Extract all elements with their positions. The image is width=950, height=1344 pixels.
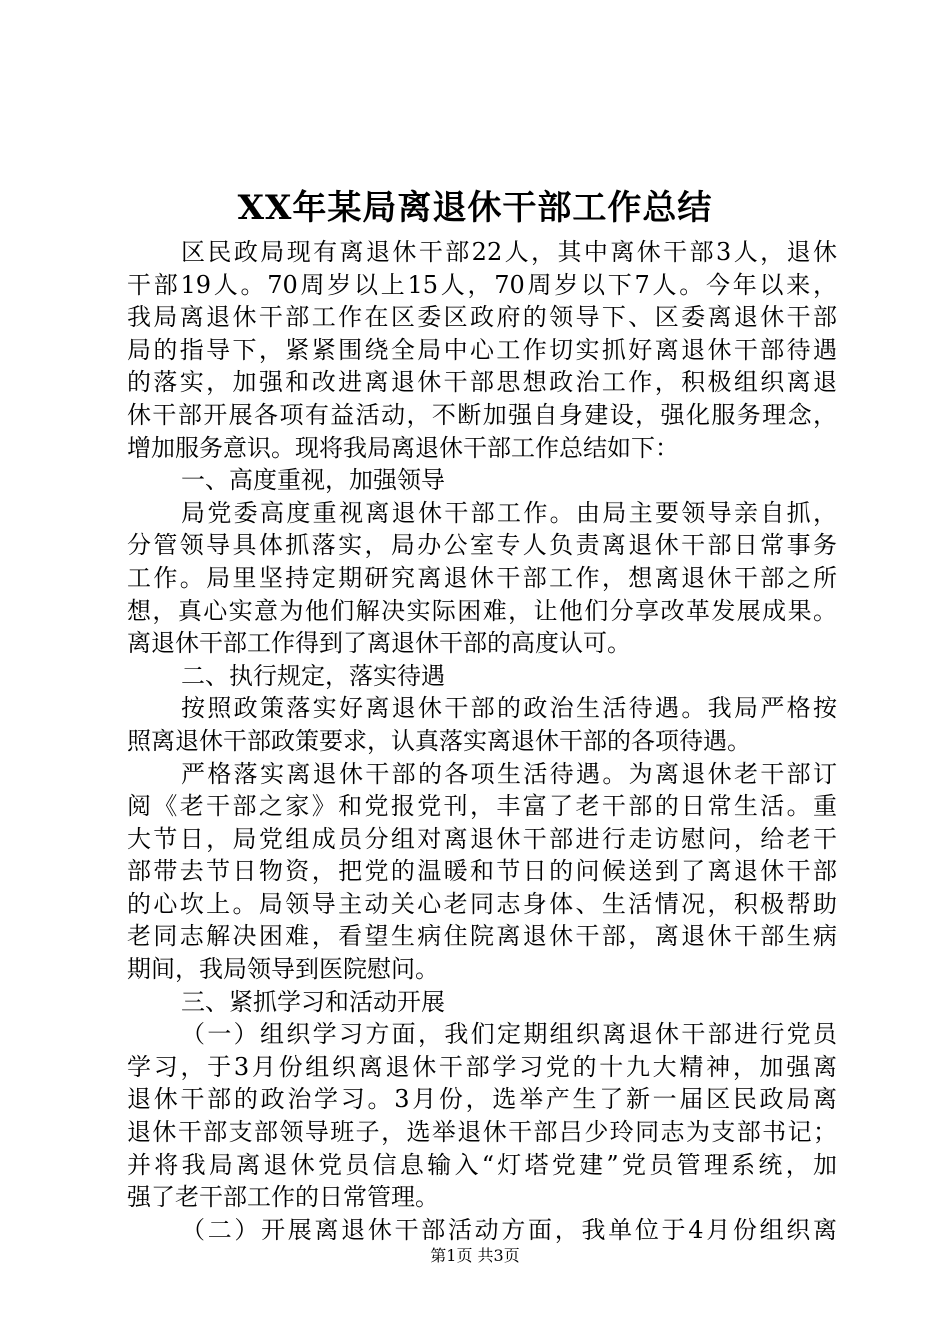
paragraph-line: 强了老干部工作的日常管理。: [127, 1183, 439, 1212]
paragraph-line: 增加服务意识。现将我局离退休干部工作总结如下：: [127, 433, 679, 462]
paragraph-line: 分管领导具体抓落实，局办公室专人负责离退休干部日常事务: [127, 531, 837, 560]
paragraph-line: 局的指导下，紧紧围绕全局中心工作切实抓好离退休干部待遇: [127, 335, 837, 364]
paragraph-line: 我局离退休干部工作在区委区政府的领导下、区委离退休干部: [127, 303, 837, 332]
page-number-footer: 第1页 共3页: [430, 1246, 520, 1265]
section-heading: 一、高度重视，加强领导: [181, 466, 445, 495]
paragraph-line: 想，真心实意为他们解决实际困难，让他们分享改革发展成果。: [127, 596, 837, 625]
paragraph-line: 局党委高度重视离退休干部工作。由局主要领导亲自抓，: [181, 498, 837, 527]
paragraph-line: 大节日，局党组成员分组对离退休干部进行走访慰问，给老干: [127, 824, 837, 853]
paragraph-line: 的心坎上。局领导主动关心老同志身体、生活情况，积极帮助: [127, 889, 837, 918]
paragraph-line: 的落实，加强和改进离退休干部思想政治工作，积极组织离退: [127, 368, 837, 397]
paragraph-line: 照离退休干部政策要求，认真落实离退休干部的各项待遇。: [127, 726, 751, 755]
paragraph-line: 退休干部的政治学习。3月份，选举产生了新一届区民政局离: [127, 1085, 837, 1114]
section-heading: 三、紧抓学习和活动开展: [181, 987, 445, 1016]
section-heading: 二、执行规定，落实待遇: [181, 661, 445, 690]
paragraph-line: 部带去节日物资，把党的温暖和节日的问候送到了离退休干部: [127, 857, 837, 886]
paragraph-line: 工作。局里坚持定期研究离退休干部工作，想离退休干部之所: [127, 563, 837, 592]
paragraph-line: 干部19人。70周岁以上15人，70周岁以下7人。今年以来，: [127, 270, 837, 299]
paragraph-line: 按照政策落实好离退休干部的政治生活待遇。我局严格按: [181, 694, 837, 723]
document-title: XX年某局离退休干部工作总结: [237, 188, 713, 228]
paragraph-line: 期间，我局领导到医院慰问。: [127, 955, 439, 984]
paragraph-line: 离退休干部工作得到了离退休干部的高度认可。: [127, 629, 631, 658]
paragraph-line: 学习，于3月份组织离退休干部学习党的十九大精神，加强离: [127, 1052, 837, 1081]
paragraph-line: 严格落实离退休干部的各项生活待遇。为离退休老干部订: [181, 759, 837, 788]
paragraph-line: 退休干部支部领导班子，选举退休干部吕少玲同志为支部书记；: [127, 1118, 837, 1147]
paragraph-line: （二）开展离退休干部活动方面，我单位于4月份组织离: [181, 1215, 837, 1244]
paragraph-line: （一）组织学习方面，我们定期组织离退休干部进行党员: [181, 1020, 837, 1049]
paragraph-line: 阅《老干部之家》和党报党刊，丰富了老干部的日常生活。重: [127, 792, 837, 821]
paragraph-line: 老同志解决困难，看望生病住院离退休干部，离退休干部生病: [127, 922, 837, 951]
document-body: [127, 236, 837, 1246]
paragraph-line: 并将我局离退休党员信息输入“灯塔党建”党员管理系统，加: [127, 1150, 837, 1179]
paragraph-line: 区民政局现有离退休干部22人，其中离休干部3人，退休: [181, 238, 837, 266]
paragraph-line: 休干部开展各项有益活动，不断加强自身建设，强化服务理念，: [127, 400, 837, 429]
